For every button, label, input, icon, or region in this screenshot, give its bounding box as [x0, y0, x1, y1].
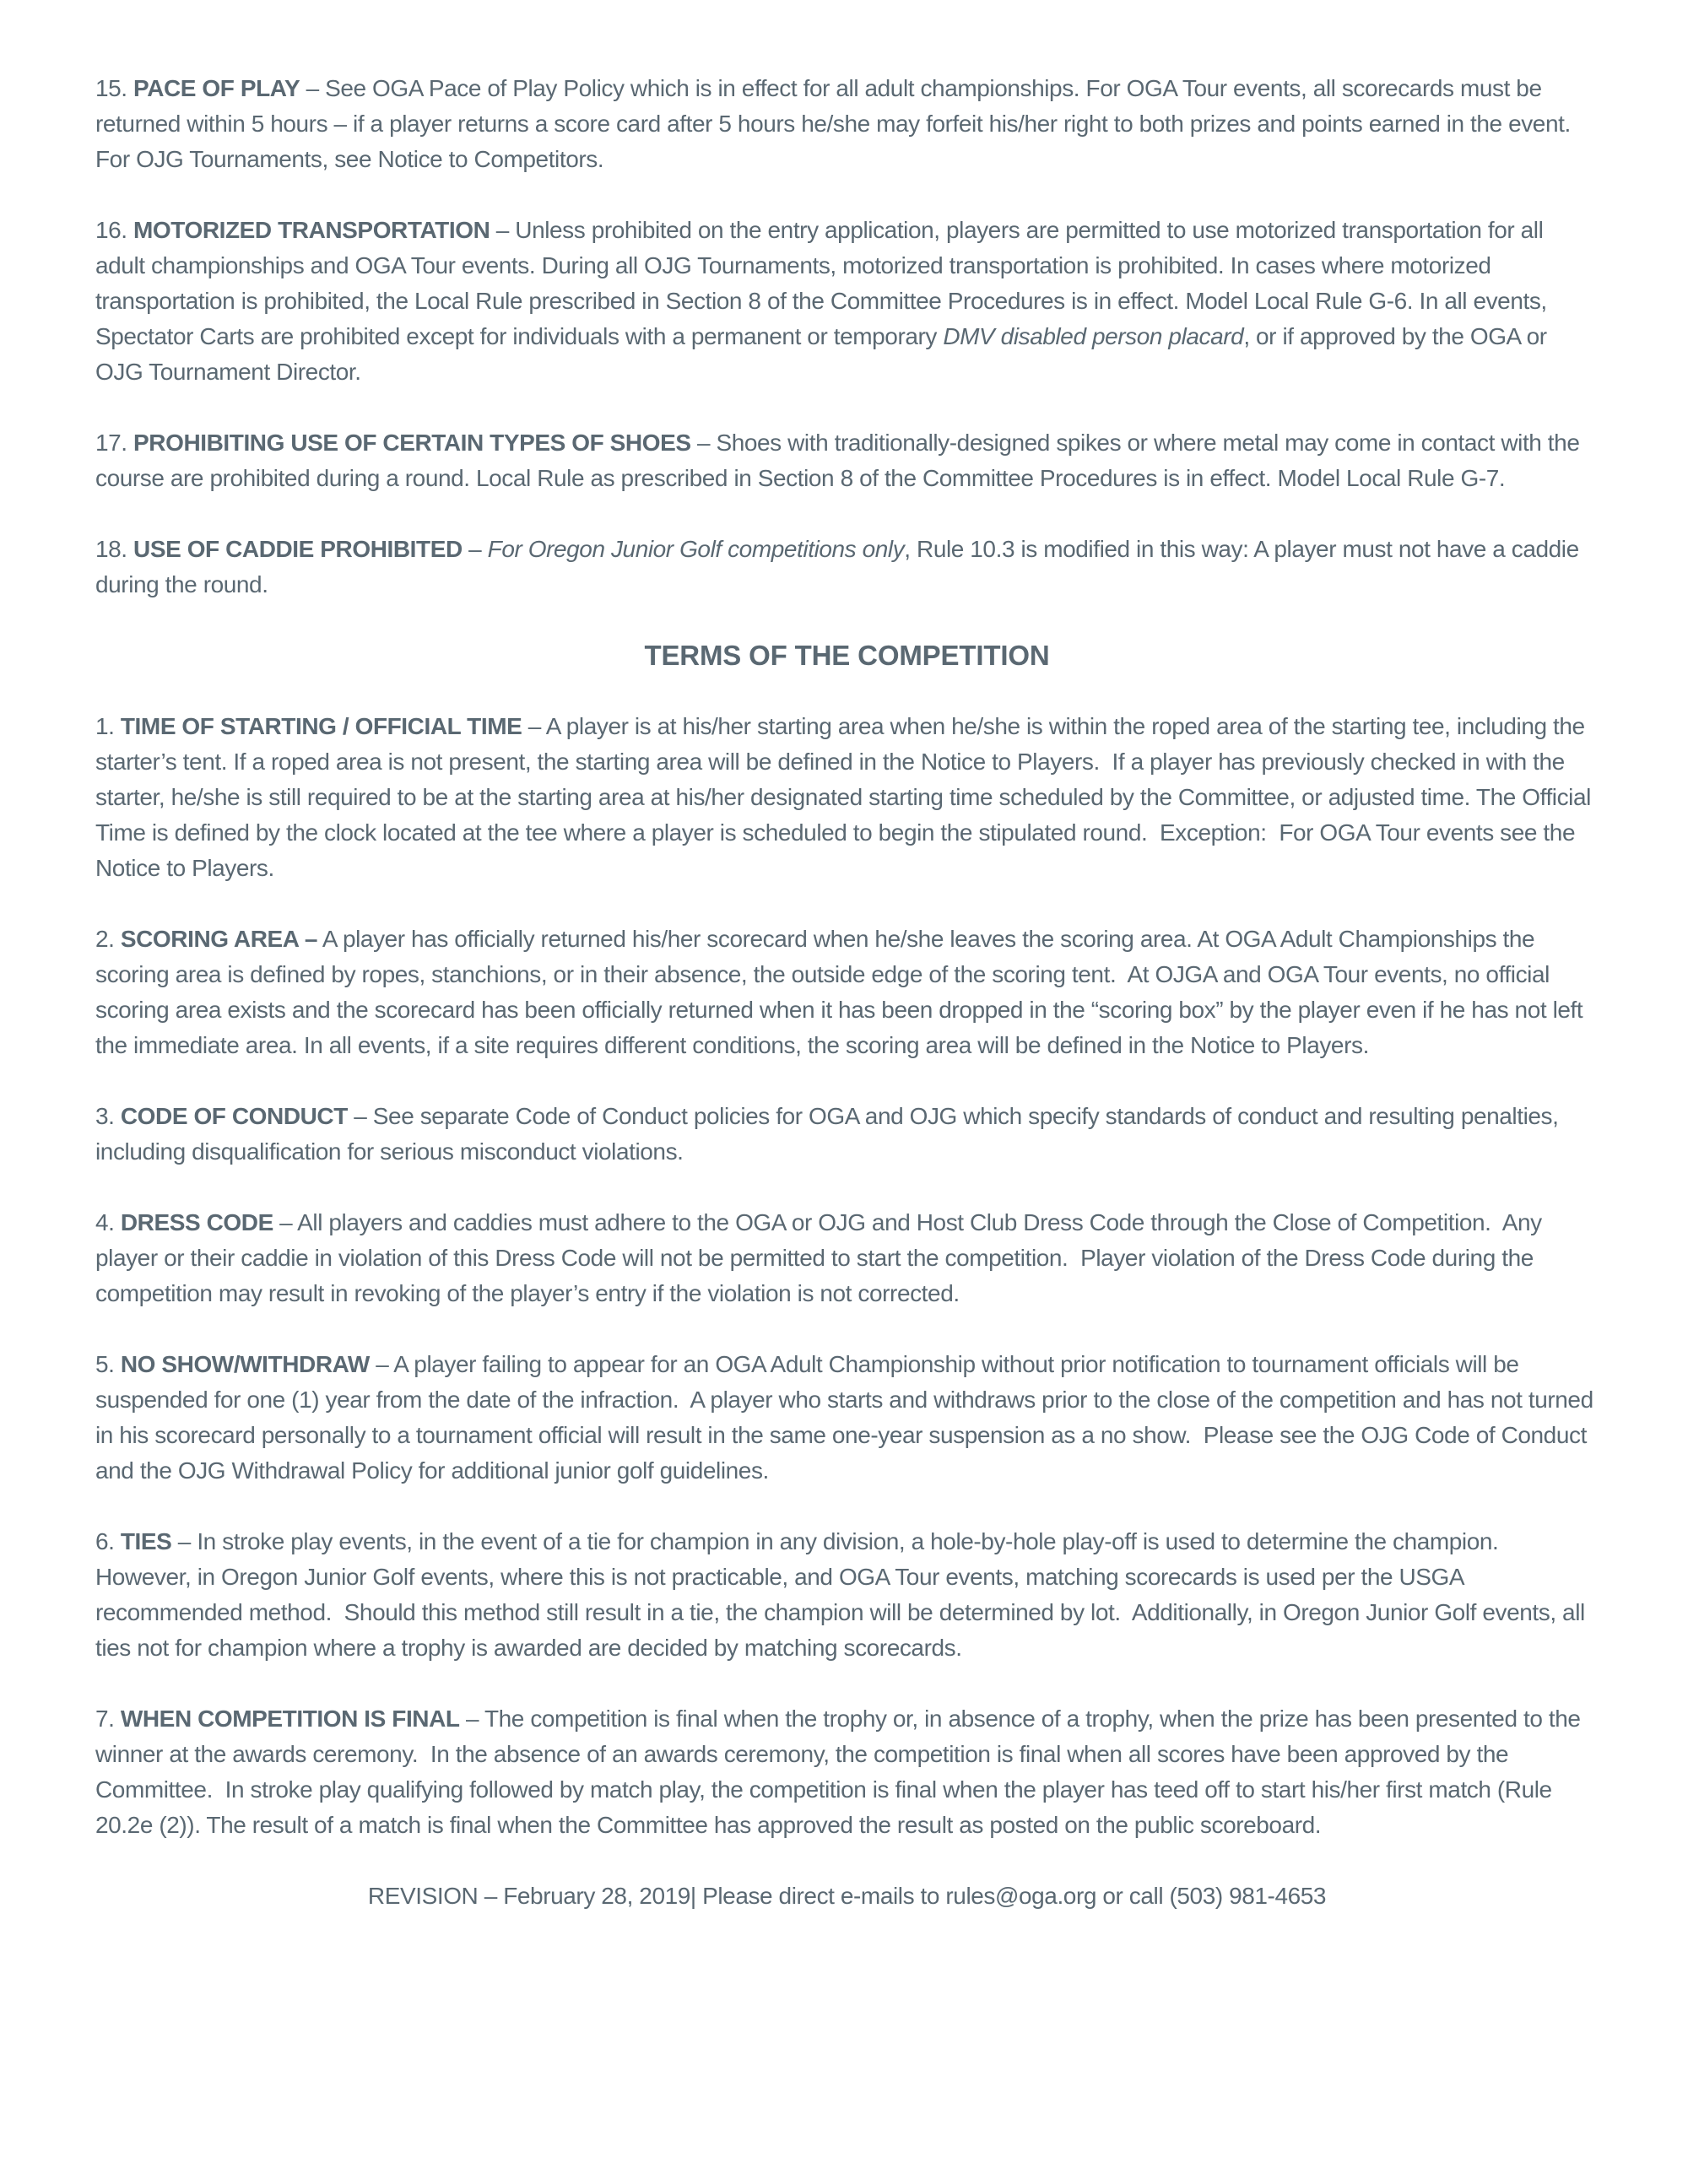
rule-number: 18.: [95, 536, 127, 562]
rule-text-run: All players and caddies must adhere to the OGA or OJG and Host Club Dress Code through the Close of Competition. Any player or their caddie in violation of this Dress Code will not be permitted to start the competition. Player violation of the Dress Code during the competition may result in revoking of the player’s entry if the violation is not corrected.: [95, 1209, 1549, 1306]
rule-paragraph-5: [95, 1347, 1599, 1489]
rule-text-run: See OGA Pace of Play Policy which is in effect for all adult championships. For OGA Tour events, all scorecards must be returned within 5 hours – if a player returns a score card after 5 hours he/she may forfeit his/her right to both prizes and points earned in the event. For OJG Tournaments, see Notice to Competitors.: [95, 75, 1577, 172]
rule-number: 17.: [95, 430, 127, 456]
rule-separator: –: [369, 1351, 394, 1377]
rule-label: SCORING AREA –: [120, 926, 318, 952]
rule-label: PACE OF PLAY: [133, 75, 300, 101]
rule-number: 3.: [95, 1103, 115, 1129]
rule-label: TIES: [120, 1528, 172, 1554]
rule-separator: –: [690, 430, 717, 456]
rule-text-run: , or if approved by the OGA or OJG Tournament Director.: [95, 323, 1554, 385]
rule-separator: –: [273, 1209, 298, 1235]
rule-number: 5.: [95, 1351, 115, 1377]
rule-separator: –: [459, 1706, 484, 1732]
rule-paragraph-18: [95, 532, 1599, 603]
rule-text-run-italic: DMV disabled person placard: [943, 323, 1244, 349]
rule-label: MOTORIZED TRANSPORTATION: [133, 217, 490, 243]
rule-separator: –: [171, 1528, 197, 1554]
rule-text-run: A player has officially returned his/her scorecard when he/she leaves the scoring area. At OGA Adult Championships the scoring area is defined by ropes, stanchions, or in their absence, the outside edge of the scoring tent. At OJGA and OGA Tour events, no official scoring area exists and the scorecard has been officially returned when it has been dropped in the “scoring box” by the player even if he has not left the immediate area. In all events, if a site requires different conditions, the scoring area will be defined in the Notice to Players.: [95, 926, 1589, 1058]
rule-text-run-italic: For Oregon Junior Golf competitions only: [487, 536, 905, 562]
rule-text-run: See separate Code of Conduct policies for OGA and OJG which specify standards of conduct and resulting penalties, including disqualification for serious misconduct violations.: [95, 1103, 1565, 1165]
rule-separator: –: [490, 217, 516, 243]
rule-label: PROHIBITING USE OF CERTAIN TYPES OF SHOES: [133, 430, 691, 456]
rule-text-run: A player failing to appear for an OGA Adult Championship without prior notification to tournament officials will be suspended for one (1) year from the date of the infraction. A player who starts and withdraws prior to the close of the competition and has not turned in his scorecard personally to a tournament official will result in the same one-year suspension as a no show. Please see the OJG Code of Conduct and the OJG Withdrawal Policy for additional junior golf guidelines.: [95, 1351, 1600, 1484]
rule-number: 2.: [95, 926, 115, 952]
rule-label: DRESS CODE: [120, 1209, 273, 1235]
rule-paragraph-3: [95, 1099, 1599, 1170]
rule-number: 4.: [95, 1209, 115, 1235]
rule-paragraph-17: [95, 425, 1599, 496]
rule-text-run: In stroke play events, in the event of a tie for champion in any division, a hole-by-hole play-off is used to determine the champion. However, in Oregon Junior Golf events, where this is not practicable, and OGA Tour events, matching scorecards is used per the USGA recommended method. Should this method still result in a tie, the champion will be determined by lot. Additionally, in Oregon Junior Golf events, all ties not for champion where a trophy is awarded are decided by matching scorecards.: [95, 1528, 1592, 1661]
rule-label: WHEN COMPETITION IS FINAL: [120, 1706, 460, 1732]
rule-number: 6.: [95, 1528, 115, 1554]
rule-text-run: The competition is final when the trophy or, in absence of a trophy, when the prize has been presented to the winner at the awards ceremony. In the absence of an awards ceremony, the competition is final when all scores have been approved by the Committee. In stroke play qualifying followed by match play, the competition is final when the player has teed off to start his/her first match (Rule 20.2e (2)). The result of a match is final when the Committee has approved the result as posted on the public scoreboard.: [95, 1706, 1587, 1838]
footer-revision-line: REVISION – February 28, 2019| Please direct e-mails to rules@oga.org or call (503) 981-4653: [367, 1883, 1327, 1909]
rule-text-run: Shoes with traditionally-designed spikes or where metal may come in contact with the course are prohibited during a round. Local Rule as prescribed in Section 8 of the Committee Procedures is in effect. Model Local Rule G-7.: [95, 430, 1586, 491]
rule-paragraph-6: [95, 1524, 1599, 1666]
rule-paragraph-16: [95, 213, 1599, 390]
rule-number: 15.: [95, 75, 127, 101]
document-body: [95, 71, 1599, 1843]
rule-paragraph-2: [95, 922, 1599, 1063]
rule-separator: –: [522, 713, 546, 739]
rule-label: TIME OF STARTING / OFFICIAL TIME: [120, 713, 522, 739]
rule-separator: –: [300, 75, 326, 101]
rule-label: USE OF CADDIE PROHIBITED: [133, 536, 463, 562]
rule-text-run: , Rule 10.3 is modified in this way: A player must not have a caddie during the round.: [95, 536, 1586, 597]
rule-paragraph-15: [95, 71, 1599, 177]
rule-paragraph-1: [95, 709, 1599, 886]
terms-of-competition-heading: TERMS OF THE COMPETITION: [644, 640, 1050, 671]
rule-separator: –: [347, 1103, 373, 1129]
rule-text-run: A player is at his/her starting area when he/she is within the roped area of the starting tee, including the starter’s tent. If a roped area is not present, the starting area will be defined in the Notice to Players. If a player has previously checked in with the starter, he/she is still required to be at the starting area at his/her designated starting time scheduled by the Committee, or adjusted time. The Official Time is defined by the clock located at the tee where a player is scheduled to begin the stipulated round. Exception: For OGA Tour events see the Notice to Players.: [95, 713, 1597, 881]
rule-separator: –: [462, 536, 488, 562]
rule-paragraph-4: [95, 1205, 1599, 1311]
rule-paragraph-7: [95, 1701, 1599, 1843]
rule-number: 16.: [95, 217, 127, 243]
rule-label: NO SHOW/WITHDRAW: [120, 1351, 370, 1377]
rule-number: 7.: [95, 1706, 115, 1732]
rule-text-run: Unless prohibited on the entry application, players are permitted to use motorized transportation for all adult championships and OGA Tour events. During all OJG Tournaments, motorized transportation is prohibited. In cases where motorized transportation is prohibited, the Local Rule prescribed in Section 8 of the Committee Procedures is in effect. Model Local Rule G-6. In all events, Spectator Carts are prohibited except for individuals with a permanent or temporary: [95, 217, 1554, 349]
rule-label: CODE OF CONDUCT: [120, 1103, 348, 1129]
rule-number: 1.: [95, 713, 115, 739]
